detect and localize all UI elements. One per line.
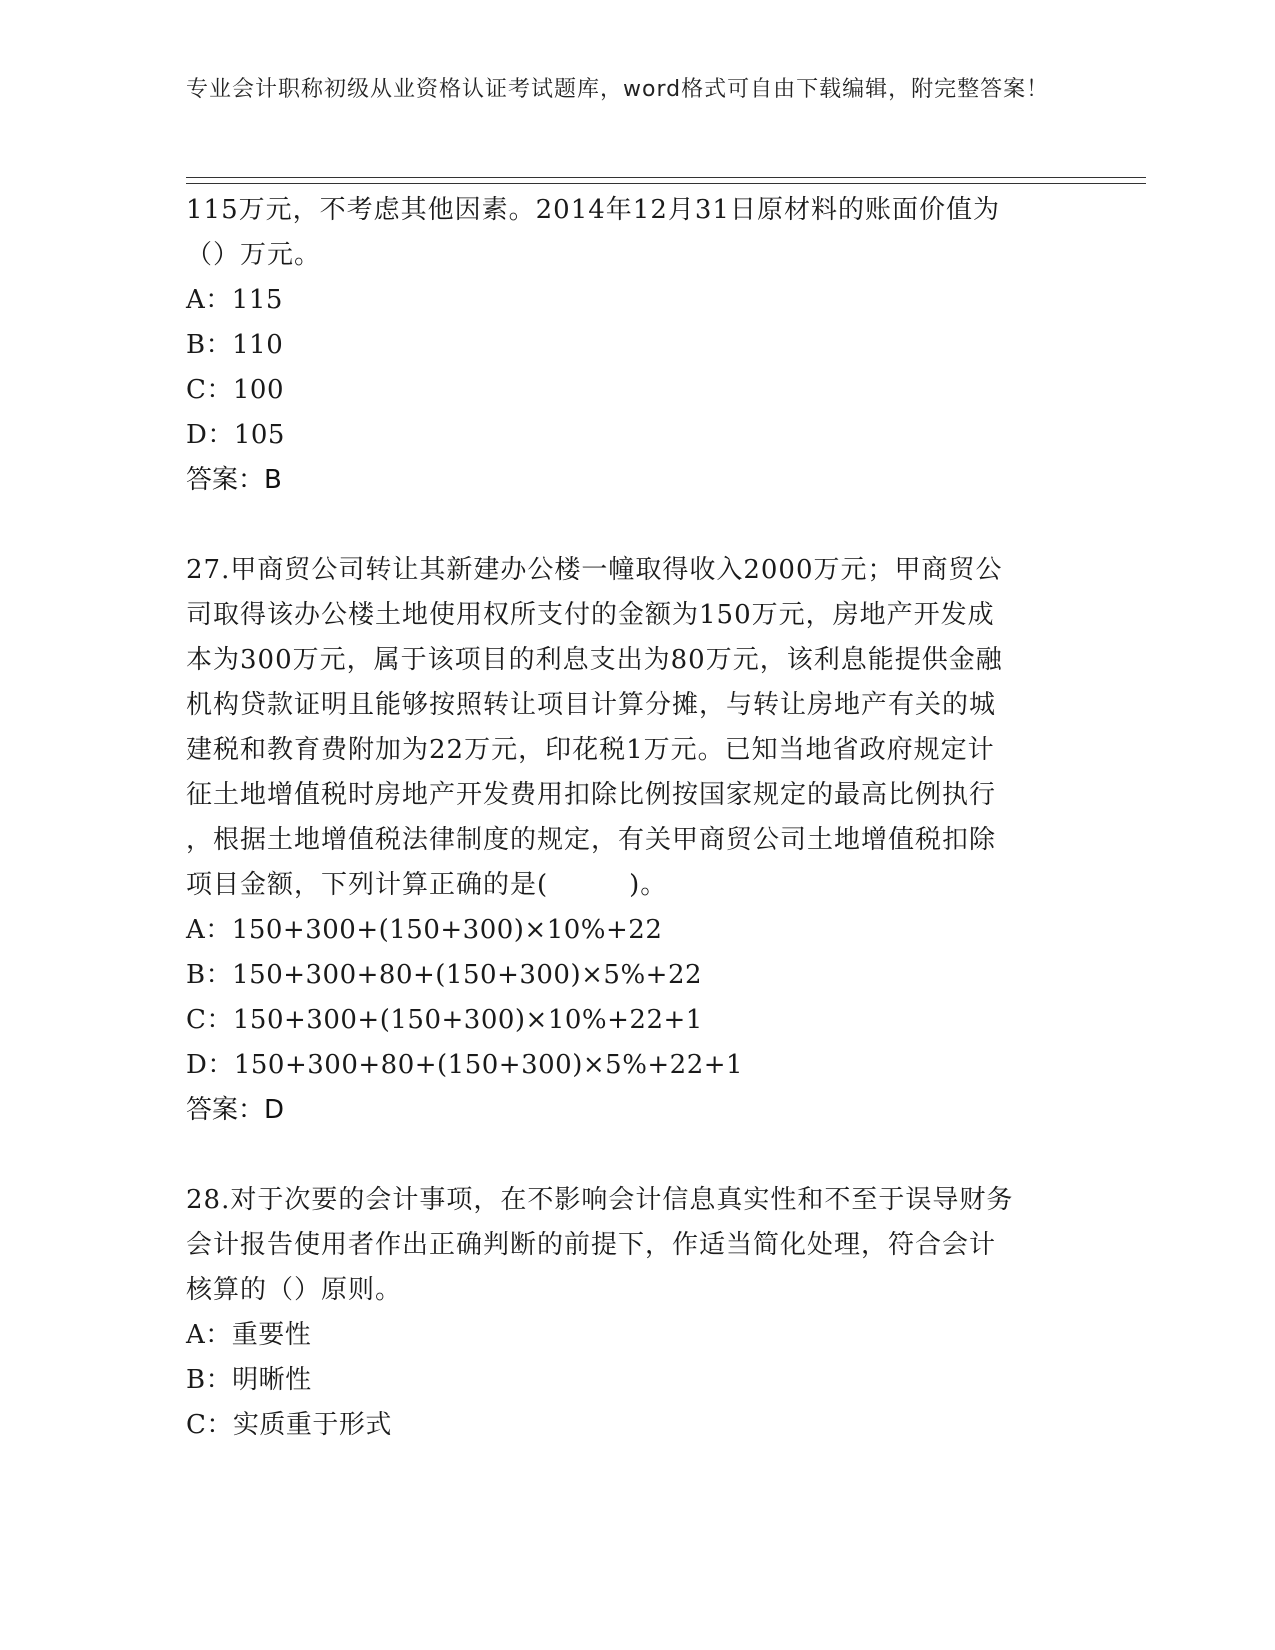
question-stem-line: 项目金额，下列计算正确的是( )。 — [186, 870, 668, 900]
page-header: 专业会计职称初级从业资格认证考试题库，word格式可自由下载编辑，附完整答案！ — [186, 77, 1050, 102]
header-divider-bottom — [186, 183, 1146, 184]
question-stem-line: 会计报告使用者作出正确判断的前提下，作适当简化处理，符合会计 — [186, 1230, 997, 1260]
option-a: A：重要性 — [186, 1320, 312, 1350]
question-spacer — [186, 503, 1086, 548]
option-c: C：150+300+(150+300)×10%+22+1 — [186, 1005, 703, 1035]
question-27 — [186, 548, 1086, 1133]
question-content — [186, 188, 1086, 1448]
option-b: B：150+300+80+(150+300)×5%+22 — [186, 960, 703, 990]
option-b: B：110 — [186, 330, 284, 360]
question-stem-line: 28.对于次要的会计事项，在不影响会计信息真实性和不至于误导财务 — [186, 1185, 1014, 1215]
option-a: A：150+300+(150+300)×10%+22 — [186, 915, 663, 945]
option-b: B：明晰性 — [186, 1365, 312, 1395]
question-stem-line: 本为300万元，属于该项目的利息支出为80万元，该利息能提供金融 — [186, 645, 1003, 675]
option-d: D：105 — [186, 420, 285, 450]
header-divider-top — [186, 177, 1146, 178]
question-stem-line: 27.甲商贸公司转让其新建办公楼一幢取得收入2000万元；甲商贸公 — [186, 555, 1003, 585]
question-stem-line: 机构贷款证明且能够按照转让项目计算分摊，与转让房地产有关的城 — [186, 690, 997, 720]
question-spacer — [186, 1133, 1086, 1178]
option-a: A：115 — [186, 285, 283, 315]
question-stem-line: 核算的（）原则。 — [186, 1275, 403, 1305]
option-c: C：100 — [186, 375, 285, 405]
question-28 — [186, 1178, 1086, 1448]
question-stem-line: 建税和教育费附加为22万元，印花税1万元。已知当地省政府规定计 — [186, 735, 995, 765]
option-c: C：实质重于形式 — [186, 1410, 392, 1440]
question-stem-line: 115万元，不考虑其他因素。2014年12月31日原材料的账面价值为 — [186, 195, 1000, 225]
option-d: D：150+300+80+(150+300)×5%+22+1 — [186, 1050, 744, 1080]
question-stem-line: （）万元。 — [186, 240, 322, 270]
question-stem-line: ，根据土地增值税法律制度的规定，有关甲商贸公司土地增值税扣除 — [186, 825, 997, 855]
question-26 — [186, 188, 1086, 503]
answer-line: 答案：B — [186, 465, 282, 495]
question-stem-line: 司取得该办公楼土地使用权所支付的金额为150万元，房地产开发成 — [186, 600, 995, 630]
question-stem-line: 征土地增值税时房地产开发费用扣除比例按国家规定的最高比例执行 — [186, 780, 997, 810]
answer-line: 答案：D — [186, 1095, 285, 1125]
